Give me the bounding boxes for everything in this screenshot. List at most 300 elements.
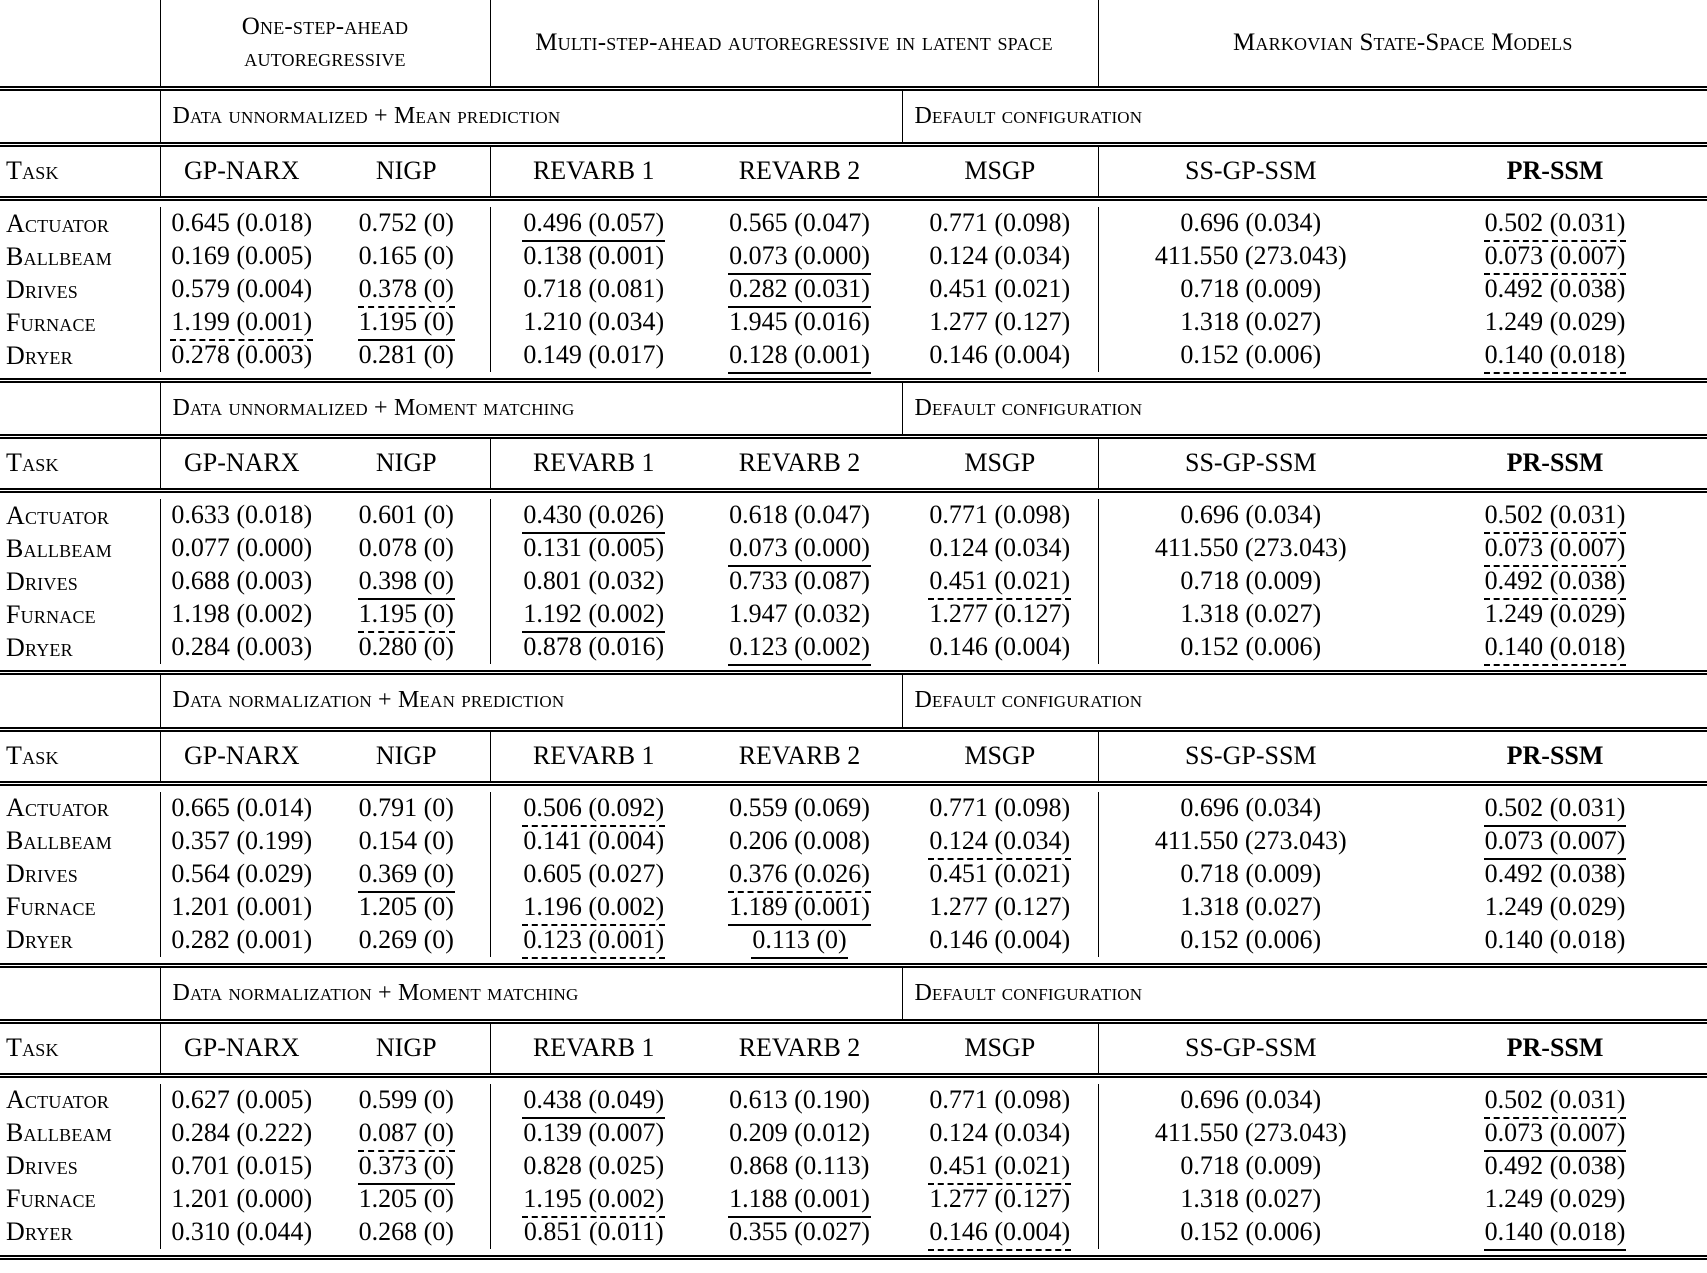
cell-ballbeam-nigp <box>323 1117 490 1150</box>
column-header-nigp <box>323 732 490 781</box>
cell-value: 0.579 (0.004) <box>171 274 313 304</box>
cell-dryer-msgp <box>902 339 1098 372</box>
cell-furnace-nigp <box>323 891 490 924</box>
cell-ballbeam-pr-ssm <box>1403 240 1707 273</box>
cell-ballbeam-nigp <box>323 532 490 565</box>
cell-value: 0.124 (0.034) <box>929 1117 1071 1147</box>
column-header-msgp <box>902 147 1098 196</box>
cell-furnace-gp-narx <box>160 598 323 631</box>
cell-drives-pr-ssm <box>1403 1150 1707 1183</box>
cell-drives-nigp <box>323 565 490 598</box>
column-header-pr-ssm <box>1403 147 1707 196</box>
cell-furnace-gp-narx <box>160 891 323 924</box>
config-row-4 <box>0 968 1707 1019</box>
cell-value: 0.373 (0) <box>358 1150 454 1180</box>
cell-value: 1.318 (0.027) <box>1180 891 1322 921</box>
cell-dryer-gp-narx <box>160 1216 323 1249</box>
row-label-furnace <box>0 306 160 339</box>
cell-dryer-pr-ssm <box>1403 1216 1707 1249</box>
column-header-label: MSGP <box>964 156 1036 186</box>
cell-value: 0.645 (0.018) <box>171 208 313 238</box>
cell-furnace-revarb-2 <box>697 306 902 339</box>
cell-drives-msgp <box>902 273 1098 306</box>
cell-value: 411.550 (273.043) <box>1154 241 1347 271</box>
column-header-nigp <box>323 439 490 488</box>
cell-value: 0.696 (0.034) <box>1180 1084 1322 1114</box>
row-label-dryer <box>0 631 160 664</box>
cell-dryer-gp-narx <box>160 339 323 372</box>
cell-furnace-revarb-1 <box>490 1183 697 1216</box>
cell-drives-gp-narx <box>160 273 323 306</box>
cell-dryer-nigp <box>323 631 490 664</box>
cell-value: 0.123 (0.002) <box>729 632 870 662</box>
row-label-text: Furnace <box>6 892 96 922</box>
cell-value: 0.492 (0.038) <box>1484 274 1626 304</box>
cell-value: 1.199 (0.001) <box>171 307 313 337</box>
cell-drives-gp-narx <box>160 858 323 891</box>
cell-value: 0.284 (0.222) <box>171 1117 313 1147</box>
column-header-label: PR-SSM <box>1506 740 1604 770</box>
cell-value: 0.627 (0.005) <box>171 1084 313 1114</box>
cell-value: 0.502 (0.031) <box>1484 500 1626 530</box>
cell-value: 0.078 (0) <box>358 533 454 563</box>
cell-value: 0.073 (0.007) <box>1484 1117 1626 1147</box>
row-label-text: Ballbeam <box>6 1118 112 1148</box>
row-label-drives <box>0 858 160 891</box>
cell-drives-msgp <box>902 565 1098 598</box>
column-header-label: Task <box>6 1032 59 1062</box>
row-label-furnace <box>0 598 160 631</box>
cell-value: 0.169 (0.005) <box>171 241 313 271</box>
column-header-pr-ssm <box>1403 1024 1707 1073</box>
row-label-text: Drives <box>6 274 78 304</box>
cell-drives-nigp <box>323 858 490 891</box>
cell-value: 0.696 (0.034) <box>1180 208 1322 238</box>
cell-dryer-gp-narx <box>160 631 323 664</box>
cell-value: 0.633 (0.018) <box>171 500 313 530</box>
column-header-label: REVARB 2 <box>738 740 861 770</box>
column-header-label: REVARB 1 <box>532 156 655 186</box>
cell-value: 1.201 (0.001) <box>171 891 313 921</box>
config-spacer <box>0 91 160 142</box>
cell-actuator-pr-ssm <box>1403 792 1707 825</box>
row-label-text: Dryer <box>6 1217 73 1247</box>
cell-dryer-revarb-2 <box>697 631 902 664</box>
cell-value: 0.284 (0.003) <box>171 632 313 662</box>
cell-value: 0.430 (0.026) <box>523 500 665 530</box>
cell-dryer-revarb-2 <box>697 339 902 372</box>
cell-value: 0.355 (0.027) <box>729 1216 870 1246</box>
cell-actuator-revarb-2 <box>697 792 902 825</box>
cell-value: 0.087 (0) <box>358 1117 454 1147</box>
cell-dryer-nigp <box>323 339 490 372</box>
column-header-label: GP-NARX <box>183 740 300 770</box>
cell-value: 0.278 (0.003) <box>171 340 313 370</box>
cell-actuator-revarb-1 <box>490 792 697 825</box>
cell-ballbeam-revarb-1 <box>490 1117 697 1150</box>
row-label-text: Furnace <box>6 307 96 337</box>
cell-value: 0.771 (0.098) <box>929 792 1071 822</box>
row-label-drives <box>0 273 160 306</box>
cell-value: 0.451 (0.021) <box>929 274 1071 304</box>
cell-value: 0.073 (0.007) <box>1484 825 1626 855</box>
cell-value: 0.146 (0.004) <box>929 632 1071 662</box>
cell-value: 1.277 (0.127) <box>929 1183 1071 1213</box>
column-header-label: GP-NARX <box>183 1032 300 1062</box>
column-header-label: Task <box>6 156 59 186</box>
column-header-label: GP-NARX <box>183 448 300 478</box>
config-spacer <box>0 968 160 1019</box>
config-right-2 <box>902 383 1707 434</box>
cell-ballbeam-revarb-1 <box>490 240 697 273</box>
table-row <box>0 499 1707 532</box>
cell-drives-revarb-2 <box>697 565 902 598</box>
cell-value: 1.195 (0) <box>358 599 454 629</box>
row-label-actuator <box>0 1084 160 1117</box>
cell-value: 0.124 (0.034) <box>929 533 1071 563</box>
column-header-label: REVARB 2 <box>738 156 861 186</box>
config-left-1 <box>160 91 902 142</box>
cell-value: 0.502 (0.031) <box>1484 208 1626 238</box>
cell-value: 1.318 (0.027) <box>1180 307 1322 337</box>
cell-value: 0.357 (0.199) <box>171 825 313 855</box>
column-header-msgp <box>902 439 1098 488</box>
cell-value: 1.277 (0.127) <box>929 307 1071 337</box>
column-header-task <box>0 147 160 196</box>
column-header-label: Task <box>6 740 59 770</box>
cell-furnace-pr-ssm <box>1403 1183 1707 1216</box>
cell-dryer-revarb-1 <box>490 631 697 664</box>
row-label-furnace <box>0 1183 160 1216</box>
cell-furnace-ss-gp-ssm <box>1098 306 1403 339</box>
table-row <box>0 207 1707 240</box>
column-header-row-3 <box>0 732 1707 781</box>
cell-value: 1.249 (0.029) <box>1484 1183 1626 1213</box>
table-row <box>0 306 1707 339</box>
cell-value: 0.376 (0.026) <box>729 858 870 888</box>
config-left-3 <box>160 675 902 726</box>
cell-value: 0.206 (0.008) <box>729 825 870 855</box>
cell-dryer-ss-gp-ssm <box>1098 1216 1403 1249</box>
column-header-label: MSGP <box>964 740 1036 770</box>
cell-value: 0.152 (0.006) <box>1180 340 1322 370</box>
config-spacer <box>0 383 160 434</box>
cell-actuator-ss-gp-ssm <box>1098 499 1403 532</box>
cell-value: 0.492 (0.038) <box>1484 566 1626 596</box>
cell-value: 0.564 (0.029) <box>171 858 313 888</box>
row-label-drives <box>0 565 160 598</box>
row-label-furnace <box>0 891 160 924</box>
cell-value: 0.451 (0.021) <box>929 566 1071 596</box>
cell-actuator-pr-ssm <box>1403 1084 1707 1117</box>
cell-furnace-revarb-2 <box>697 1183 902 1216</box>
cell-actuator-revarb-2 <box>697 499 902 532</box>
column-header-gp-narx <box>160 732 323 781</box>
cell-value: 0.138 (0.001) <box>523 241 665 271</box>
cell-furnace-revarb-2 <box>697 891 902 924</box>
cell-value: 0.280 (0) <box>358 632 454 662</box>
cell-value: 0.718 (0.009) <box>1180 858 1322 888</box>
cell-value: 0.502 (0.031) <box>1484 792 1626 822</box>
config-right-label: Default configuration <box>914 103 1143 129</box>
row-label-ballbeam <box>0 532 160 565</box>
cell-value: 411.550 (273.043) <box>1154 1117 1347 1147</box>
cell-drives-pr-ssm <box>1403 273 1707 306</box>
cell-value: 0.438 (0.049) <box>523 1084 665 1114</box>
column-header-label: REVARB 1 <box>532 1032 655 1062</box>
table-row <box>0 1117 1707 1150</box>
cell-value: 0.378 (0) <box>358 274 454 304</box>
column-header-label: PR-SSM <box>1506 1032 1604 1062</box>
cell-ballbeam-ss-gp-ssm <box>1098 825 1403 858</box>
cell-value: 0.696 (0.034) <box>1180 792 1322 822</box>
cell-ballbeam-pr-ssm <box>1403 532 1707 565</box>
rule-under-block-4-cell <box>0 1255 1707 1260</box>
cell-actuator-msgp <box>902 499 1098 532</box>
cell-value: 0.152 (0.006) <box>1180 632 1322 662</box>
cell-ballbeam-ss-gp-ssm <box>1098 240 1403 273</box>
cell-drives-revarb-1 <box>490 858 697 891</box>
cell-dryer-revarb-1 <box>490 924 697 957</box>
cell-ballbeam-revarb-2 <box>697 240 902 273</box>
cell-value: 0.269 (0) <box>358 924 454 954</box>
config-spacer <box>0 675 160 726</box>
column-header-label: NIGP <box>375 448 437 478</box>
cell-actuator-gp-narx <box>160 499 323 532</box>
row-label-actuator <box>0 792 160 825</box>
cell-value: 1.188 (0.001) <box>729 1183 870 1213</box>
cell-furnace-pr-ssm <box>1403 891 1707 924</box>
column-header-ss-gp-ssm <box>1098 147 1403 196</box>
row-label-text: Drives <box>6 859 78 889</box>
cell-value: 0.718 (0.081) <box>523 274 665 304</box>
cell-dryer-msgp <box>902 631 1098 664</box>
cell-dryer-nigp <box>323 924 490 957</box>
cell-dryer-revarb-2 <box>697 924 902 957</box>
cell-value: 1.947 (0.032) <box>729 599 870 629</box>
cell-value: 0.851 (0.011) <box>523 1216 664 1246</box>
cell-value: 1.945 (0.016) <box>729 307 870 337</box>
cell-drives-msgp <box>902 858 1098 891</box>
cell-actuator-revarb-2 <box>697 207 902 240</box>
cell-ballbeam-ss-gp-ssm <box>1098 532 1403 565</box>
cell-value: 0.268 (0) <box>358 1216 454 1246</box>
column-header-label: SS-GP-SSM <box>1185 448 1317 478</box>
cell-value: 0.152 (0.006) <box>1180 1216 1322 1246</box>
cell-ballbeam-nigp <box>323 240 490 273</box>
column-header-label: REVARB 2 <box>738 1032 861 1062</box>
config-left-label: Data unnormalized + Mean prediction <box>172 103 561 129</box>
cell-furnace-msgp <box>902 306 1098 339</box>
config-row-2 <box>0 383 1707 434</box>
cell-drives-ss-gp-ssm <box>1098 565 1403 598</box>
table-row <box>0 273 1707 306</box>
row-label-dryer <box>0 924 160 957</box>
column-header-revarb-1 <box>490 147 697 196</box>
group-header-2 <box>490 0 1098 86</box>
cell-dryer-ss-gp-ssm <box>1098 631 1403 664</box>
cell-dryer-msgp <box>902 924 1098 957</box>
cell-value: 0.398 (0) <box>358 566 454 596</box>
column-header-label: MSGP <box>964 448 1036 478</box>
cell-dryer-revarb-1 <box>490 1216 697 1249</box>
cell-drives-nigp <box>323 1150 490 1183</box>
cell-ballbeam-msgp <box>902 532 1098 565</box>
cell-value: 0.282 (0.031) <box>729 274 870 304</box>
cell-value: 0.559 (0.069) <box>729 792 870 822</box>
column-header-msgp <box>902 732 1098 781</box>
cell-drives-pr-ssm <box>1403 565 1707 598</box>
row-label-text: Ballbeam <box>6 241 112 271</box>
cell-furnace-pr-ssm <box>1403 598 1707 631</box>
column-header-label: NIGP <box>375 1032 437 1062</box>
config-left-label: Data normalization + Moment matching <box>172 979 579 1006</box>
cell-value: 0.154 (0) <box>358 825 454 855</box>
cell-value: 0.124 (0.034) <box>929 241 1071 271</box>
group-header-row <box>0 0 1707 86</box>
cell-ballbeam-revarb-2 <box>697 1117 902 1150</box>
cell-value: 411.550 (273.043) <box>1154 533 1347 563</box>
table-row <box>0 924 1707 957</box>
column-header-revarb-1 <box>490 439 697 488</box>
cell-actuator-nigp <box>323 1084 490 1117</box>
cell-value: 1.318 (0.027) <box>1180 599 1322 629</box>
cell-ballbeam-msgp <box>902 825 1098 858</box>
row-label-text: Dryer <box>6 925 73 955</box>
row-label-text: Actuator <box>6 793 110 823</box>
row-label-ballbeam <box>0 825 160 858</box>
cell-dryer-revarb-1 <box>490 339 697 372</box>
cell-ballbeam-gp-narx <box>160 825 323 858</box>
cell-value: 0.791 (0) <box>358 792 454 822</box>
cell-value: 0.801 (0.032) <box>523 566 665 596</box>
cell-furnace-ss-gp-ssm <box>1098 1183 1403 1216</box>
cell-value: 1.277 (0.127) <box>929 599 1071 629</box>
cell-drives-revarb-1 <box>490 273 697 306</box>
cell-value: 0.073 (0.007) <box>1484 533 1626 563</box>
column-header-nigp <box>323 1024 490 1073</box>
cell-dryer-ss-gp-ssm <box>1098 924 1403 957</box>
cell-value: 0.124 (0.034) <box>929 825 1071 855</box>
cell-dryer-pr-ssm <box>1403 339 1707 372</box>
table-row <box>0 240 1707 273</box>
cell-value: 0.605 (0.027) <box>523 858 665 888</box>
cell-ballbeam-gp-narx <box>160 1117 323 1150</box>
column-header-task <box>0 439 160 488</box>
cell-value: 0.165 (0) <box>358 241 454 271</box>
column-header-revarb-2 <box>697 439 902 488</box>
cell-value: 0.146 (0.004) <box>929 924 1071 954</box>
cell-value: 1.205 (0) <box>358 1183 454 1213</box>
cell-value: 0.718 (0.009) <box>1180 1150 1322 1180</box>
cell-actuator-revarb-1 <box>490 1084 697 1117</box>
column-header-pr-ssm <box>1403 732 1707 781</box>
row-label-dryer <box>0 1216 160 1249</box>
cell-ballbeam-revarb-1 <box>490 825 697 858</box>
cell-value: 0.139 (0.007) <box>523 1117 665 1147</box>
column-header-label: PR-SSM <box>1506 448 1604 478</box>
cell-furnace-ss-gp-ssm <box>1098 891 1403 924</box>
cell-actuator-nigp <box>323 207 490 240</box>
column-header-row-1 <box>0 147 1707 196</box>
column-header-gp-narx <box>160 147 323 196</box>
column-header-label: SS-GP-SSM <box>1185 1032 1317 1062</box>
row-label-text: Drives <box>6 1151 78 1181</box>
cell-value: 0.752 (0) <box>358 208 454 238</box>
cell-value: 0.878 (0.016) <box>523 632 665 662</box>
cell-drives-revarb-2 <box>697 858 902 891</box>
column-header-revarb-1 <box>490 1024 697 1073</box>
cell-dryer-ss-gp-ssm <box>1098 339 1403 372</box>
cell-value: 0.701 (0.015) <box>171 1150 313 1180</box>
cell-value: 0.077 (0.000) <box>171 533 313 563</box>
column-header-label: SS-GP-SSM <box>1185 740 1317 770</box>
cell-dryer-msgp <box>902 1216 1098 1249</box>
config-row-3 <box>0 675 1707 726</box>
cell-dryer-nigp <box>323 1216 490 1249</box>
cell-actuator-msgp <box>902 207 1098 240</box>
cell-furnace-revarb-1 <box>490 306 697 339</box>
table-row <box>0 1216 1707 1249</box>
cell-actuator-pr-ssm <box>1403 207 1707 240</box>
cell-value: 0.496 (0.057) <box>523 208 665 238</box>
group-header-label: Multi-step-ahead autoregressive in latent space <box>535 28 1053 56</box>
cell-furnace-revarb-1 <box>490 598 697 631</box>
group-header-label: One-step-ahead autoregressive <box>241 13 409 72</box>
cell-drives-nigp <box>323 273 490 306</box>
cell-value: 0.665 (0.014) <box>171 792 313 822</box>
column-header-label: REVARB 2 <box>738 448 861 478</box>
cell-drives-revarb-2 <box>697 1150 902 1183</box>
cell-drives-revarb-1 <box>490 1150 697 1183</box>
cell-value: 0.073 (0.007) <box>1484 241 1626 271</box>
cell-value: 1.318 (0.027) <box>1180 1183 1322 1213</box>
cell-value: 0.131 (0.005) <box>523 533 665 563</box>
config-right-label: Default configuration <box>914 687 1143 714</box>
cell-actuator-gp-narx <box>160 1084 323 1117</box>
table-row <box>0 339 1707 372</box>
column-header-pr-ssm <box>1403 439 1707 488</box>
cell-furnace-gp-narx <box>160 306 323 339</box>
cell-ballbeam-msgp <box>902 240 1098 273</box>
rule-under-block-4 <box>0 1255 1707 1260</box>
column-header-nigp <box>323 147 490 196</box>
cell-value: 0.141 (0.004) <box>523 825 665 855</box>
cell-actuator-nigp <box>323 792 490 825</box>
cell-furnace-nigp <box>323 306 490 339</box>
cell-value: 411.550 (273.043) <box>1154 825 1347 855</box>
cell-value: 0.771 (0.098) <box>929 1084 1071 1114</box>
column-header-label: SS-GP-SSM <box>1185 156 1317 186</box>
column-header-revarb-2 <box>697 732 902 781</box>
group-header-1 <box>160 0 490 86</box>
cell-dryer-pr-ssm <box>1403 924 1707 957</box>
cell-drives-pr-ssm <box>1403 858 1707 891</box>
cell-drives-ss-gp-ssm <box>1098 858 1403 891</box>
config-left-4 <box>160 968 902 1019</box>
config-row-1 <box>0 91 1707 142</box>
cell-ballbeam-msgp <box>902 1117 1098 1150</box>
rule-under-block-4-line <box>0 1255 1707 1260</box>
cell-actuator-pr-ssm <box>1403 499 1707 532</box>
cell-value: 0.451 (0.021) <box>929 858 1071 888</box>
config-left-label: Data normalization + Mean prediction <box>172 687 565 714</box>
cell-value: 1.189 (0.001) <box>729 891 870 921</box>
cell-ballbeam-pr-ssm <box>1403 1117 1707 1150</box>
table-row <box>0 1084 1707 1117</box>
cell-value: 0.128 (0.001) <box>729 340 870 370</box>
table-row <box>0 631 1707 664</box>
